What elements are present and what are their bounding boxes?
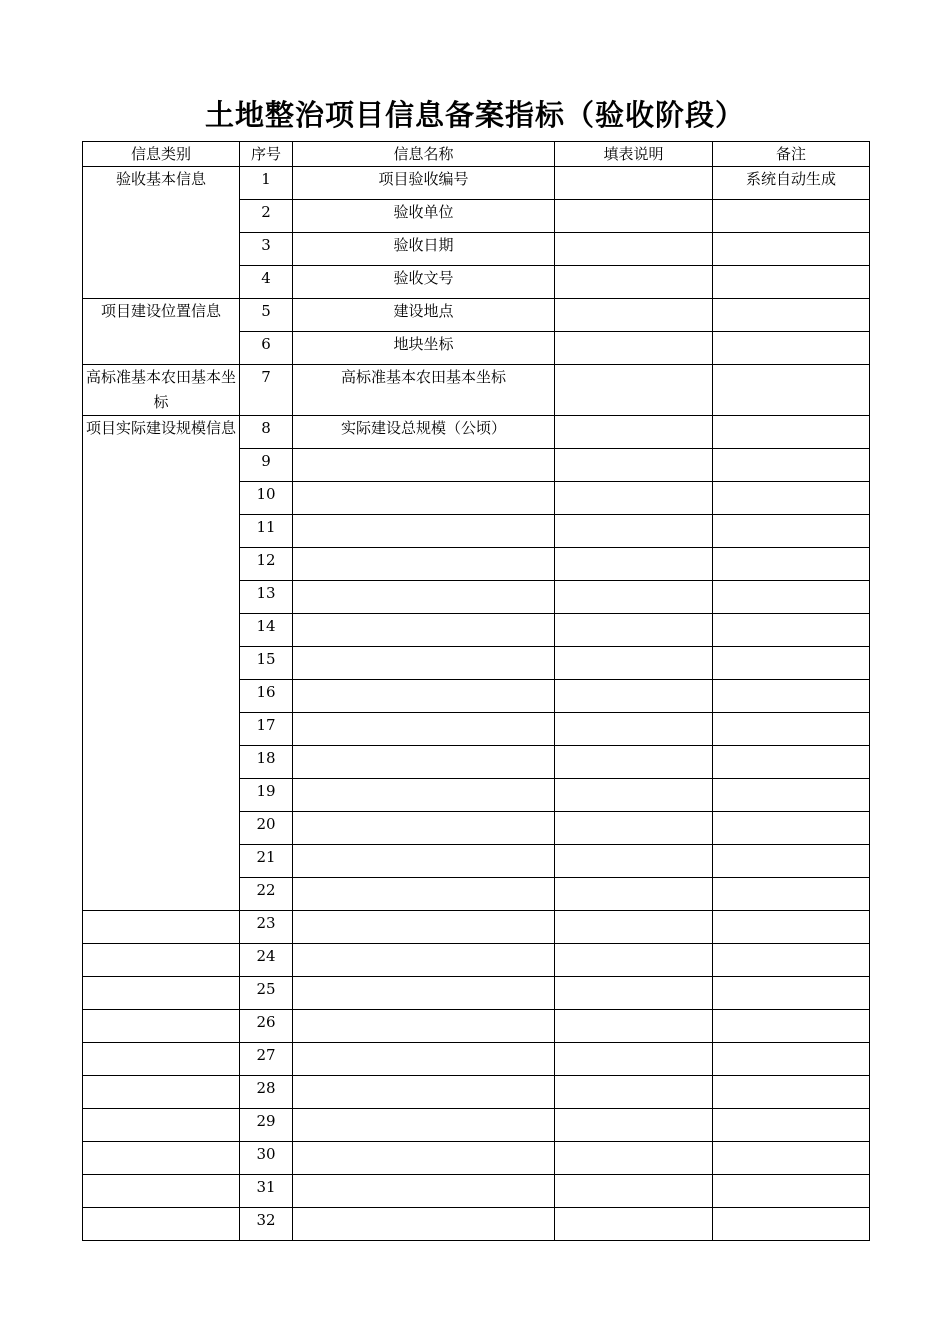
name-cell	[293, 977, 555, 1010]
category-cell	[83, 1043, 240, 1076]
remark-cell	[713, 779, 870, 812]
name-cell	[293, 746, 555, 779]
seq-cell: 3	[240, 233, 293, 266]
seq-cell: 27	[240, 1043, 293, 1076]
seq-cell: 28	[240, 1076, 293, 1109]
remark-cell	[713, 299, 870, 332]
remark-cell	[713, 548, 870, 581]
fill-cell	[555, 449, 713, 482]
remark-cell	[713, 515, 870, 548]
seq-cell: 24	[240, 944, 293, 977]
name-cell	[293, 1142, 555, 1175]
seq-cell: 15	[240, 647, 293, 680]
remark-cell	[713, 581, 870, 614]
seq-cell: 26	[240, 1010, 293, 1043]
name-cell	[293, 1208, 555, 1241]
remark-cell	[713, 878, 870, 911]
name-cell: 验收日期	[293, 233, 555, 266]
category-cell	[83, 977, 240, 1010]
seq-cell: 18	[240, 746, 293, 779]
remark-cell	[713, 845, 870, 878]
name-cell: 地块坐标	[293, 332, 555, 365]
remark-cell	[713, 449, 870, 482]
seq-cell: 22	[240, 878, 293, 911]
remark-cell	[713, 1175, 870, 1208]
fill-cell	[555, 812, 713, 845]
remark-cell	[713, 233, 870, 266]
fill-cell	[555, 845, 713, 878]
category-cell	[83, 944, 240, 977]
seq-cell: 2	[240, 200, 293, 233]
table-row	[83, 416, 870, 449]
name-cell	[293, 1109, 555, 1142]
remark-cell	[713, 416, 870, 449]
name-cell: 验收文号	[293, 266, 555, 299]
table-body	[83, 167, 870, 1241]
fill-cell	[555, 1043, 713, 1076]
category-cell: 项目建设位置信息	[83, 299, 240, 365]
table-row	[83, 299, 870, 332]
table-row	[83, 1010, 870, 1043]
remark-cell	[713, 1043, 870, 1076]
seq-cell: 5	[240, 299, 293, 332]
table-row	[83, 1109, 870, 1142]
fill-cell	[555, 647, 713, 680]
fill-cell	[555, 878, 713, 911]
name-cell: 实际建设总规模（公顷）	[293, 416, 555, 449]
seq-cell: 8	[240, 416, 293, 449]
name-cell	[293, 647, 555, 680]
header-name: 信息名称	[293, 142, 555, 167]
seq-cell: 30	[240, 1142, 293, 1175]
seq-cell: 19	[240, 779, 293, 812]
category-cell	[83, 1109, 240, 1142]
remark-cell	[713, 944, 870, 977]
name-cell	[293, 779, 555, 812]
category-cell: 项目实际建设规模信息	[83, 416, 240, 911]
category-cell: 高标准基本农田基本坐标	[83, 365, 240, 416]
seq-cell: 29	[240, 1109, 293, 1142]
remark-cell	[713, 812, 870, 845]
fill-cell	[555, 548, 713, 581]
name-cell	[293, 449, 555, 482]
category-cell	[83, 911, 240, 944]
name-cell	[293, 614, 555, 647]
name-cell	[293, 1175, 555, 1208]
name-cell: 高标准基本农田基本坐标	[293, 365, 555, 416]
name-cell	[293, 713, 555, 746]
seq-cell: 14	[240, 614, 293, 647]
seq-cell: 25	[240, 977, 293, 1010]
table-row	[83, 1175, 870, 1208]
name-cell	[293, 911, 555, 944]
seq-cell: 16	[240, 680, 293, 713]
category-cell	[83, 1142, 240, 1175]
seq-cell: 23	[240, 911, 293, 944]
table-row	[83, 977, 870, 1010]
category-cell: 验收基本信息	[83, 167, 240, 299]
fill-cell	[555, 1142, 713, 1175]
fill-cell	[555, 746, 713, 779]
seq-cell: 6	[240, 332, 293, 365]
seq-cell: 13	[240, 581, 293, 614]
seq-cell: 11	[240, 515, 293, 548]
seq-cell: 9	[240, 449, 293, 482]
header-fill: 填表说明	[555, 142, 713, 167]
remark-cell	[713, 266, 870, 299]
fill-cell	[555, 365, 713, 416]
seq-cell: 4	[240, 266, 293, 299]
fill-cell	[555, 1076, 713, 1109]
remark-cell	[713, 200, 870, 233]
name-cell	[293, 944, 555, 977]
header-remark: 备注	[713, 142, 870, 167]
remark-cell: 系统自动生成	[713, 167, 870, 200]
name-cell	[293, 515, 555, 548]
fill-cell	[555, 977, 713, 1010]
name-cell	[293, 1043, 555, 1076]
fill-cell	[555, 581, 713, 614]
seq-cell: 17	[240, 713, 293, 746]
remark-cell	[713, 1109, 870, 1142]
seq-cell: 31	[240, 1175, 293, 1208]
fill-cell	[555, 416, 713, 449]
fill-cell	[555, 779, 713, 812]
fill-cell	[555, 911, 713, 944]
indicator-table	[82, 141, 870, 1241]
seq-cell: 20	[240, 812, 293, 845]
name-cell	[293, 812, 555, 845]
name-cell: 建设地点	[293, 299, 555, 332]
fill-cell	[555, 266, 713, 299]
remark-cell	[713, 746, 870, 779]
fill-cell	[555, 332, 713, 365]
fill-cell	[555, 944, 713, 977]
name-cell	[293, 548, 555, 581]
page-title: 土地整治项目信息备案指标（验收阶段）	[204, 98, 745, 132]
remark-cell	[713, 977, 870, 1010]
fill-cell	[555, 1010, 713, 1043]
category-cell	[83, 1208, 240, 1241]
name-cell	[293, 1076, 555, 1109]
fill-cell	[555, 299, 713, 332]
fill-cell	[555, 1175, 713, 1208]
remark-cell	[713, 911, 870, 944]
name-cell	[293, 680, 555, 713]
category-cell	[83, 1010, 240, 1043]
fill-cell	[555, 233, 713, 266]
fill-cell	[555, 680, 713, 713]
remark-cell	[713, 1142, 870, 1175]
seq-cell: 12	[240, 548, 293, 581]
fill-cell	[555, 1109, 713, 1142]
fill-cell	[555, 614, 713, 647]
fill-cell	[555, 200, 713, 233]
table-row	[83, 1076, 870, 1109]
table-row	[83, 1142, 870, 1175]
seq-cell: 32	[240, 1208, 293, 1241]
fill-cell	[555, 482, 713, 515]
table-row	[83, 365, 870, 416]
remark-cell	[713, 482, 870, 515]
name-cell	[293, 581, 555, 614]
name-cell: 项目验收编号	[293, 167, 555, 200]
remark-cell	[713, 614, 870, 647]
name-cell	[293, 482, 555, 515]
table-header-row	[83, 142, 870, 167]
table-row	[83, 911, 870, 944]
fill-cell	[555, 515, 713, 548]
table-row	[83, 1043, 870, 1076]
fill-cell	[555, 167, 713, 200]
seq-cell: 7	[240, 365, 293, 416]
remark-cell	[713, 365, 870, 416]
table-row	[83, 167, 870, 200]
header-seq: 序号	[240, 142, 293, 167]
name-cell	[293, 878, 555, 911]
remark-cell	[713, 680, 870, 713]
fill-cell	[555, 1208, 713, 1241]
remark-cell	[713, 647, 870, 680]
seq-cell: 10	[240, 482, 293, 515]
name-cell	[293, 1010, 555, 1043]
header-category: 信息类别	[83, 142, 240, 167]
seq-cell: 21	[240, 845, 293, 878]
remark-cell	[713, 332, 870, 365]
remark-cell	[713, 713, 870, 746]
category-cell	[83, 1175, 240, 1208]
name-cell: 验收单位	[293, 200, 555, 233]
remark-cell	[713, 1208, 870, 1241]
table-row	[83, 1208, 870, 1241]
fill-cell	[555, 713, 713, 746]
seq-cell: 1	[240, 167, 293, 200]
remark-cell	[713, 1010, 870, 1043]
remark-cell	[713, 1076, 870, 1109]
category-cell	[83, 1076, 240, 1109]
table-row	[83, 944, 870, 977]
name-cell	[293, 845, 555, 878]
